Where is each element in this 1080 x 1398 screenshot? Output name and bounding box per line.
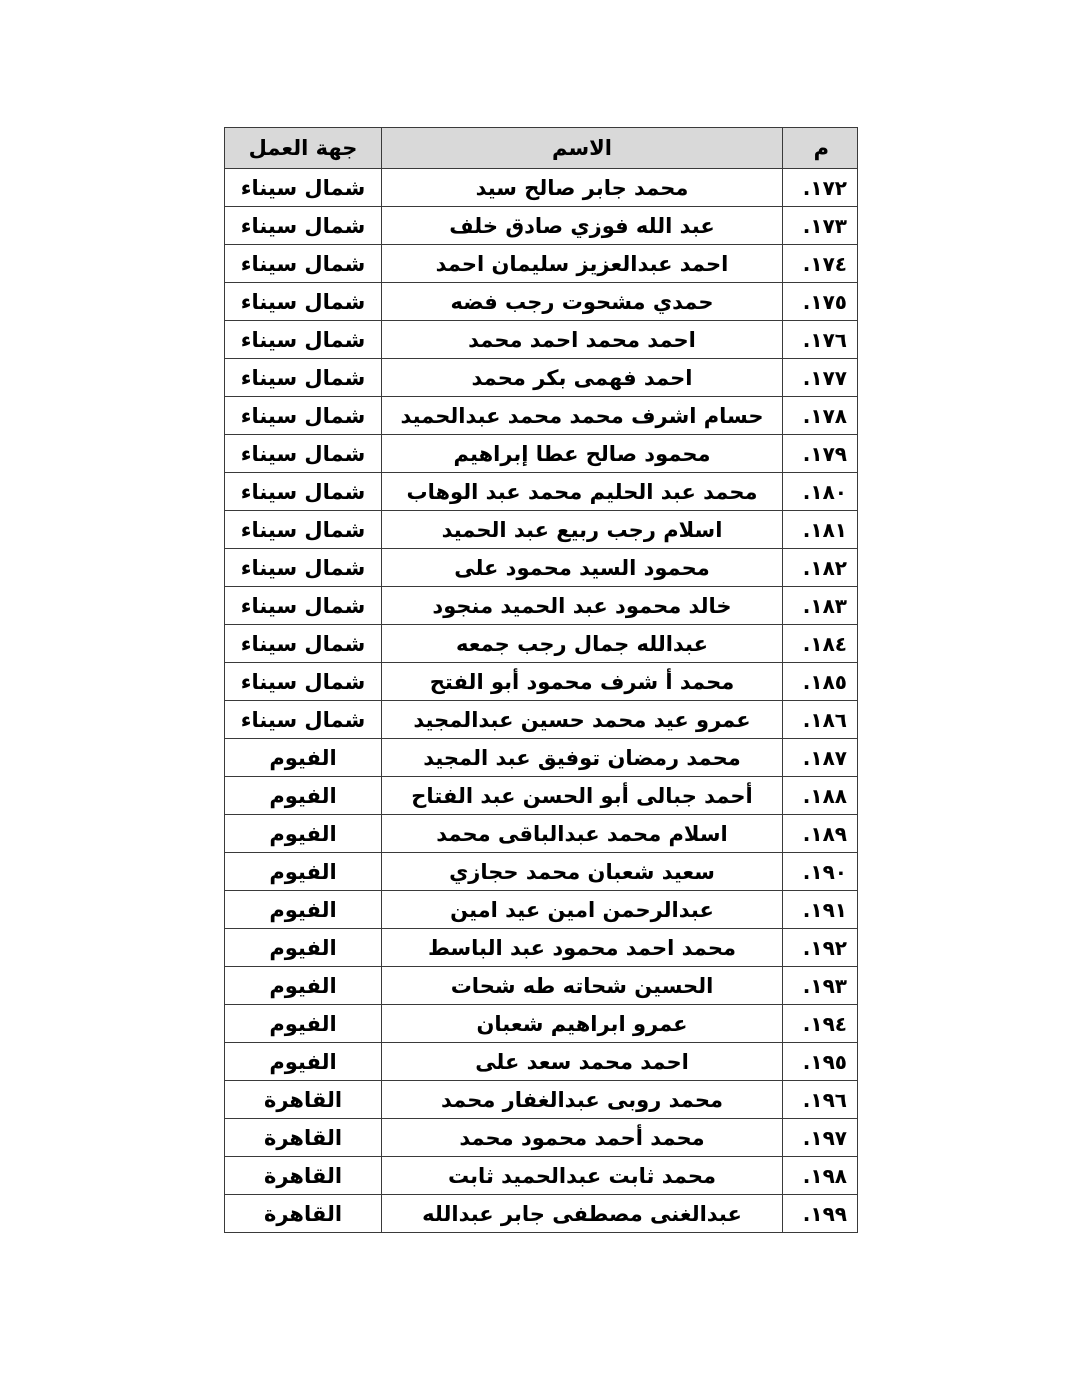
table-row <box>225 891 858 929</box>
row-number-cell: ١٩٤. <box>783 1005 858 1043</box>
row-name-cell: محمود السيد محمود على <box>382 549 783 587</box>
row-name-cell: أحمد جبالى أبو الحسن عبد الفتاح <box>382 777 783 815</box>
row-name-cell: احمد فهمى بكر محمد <box>382 359 783 397</box>
table-row <box>225 929 858 967</box>
row-workplace-cell: الفيوم <box>225 1043 382 1081</box>
row-number-cell: ١٧٨. <box>783 397 858 435</box>
header-name: الاسم <box>382 128 783 169</box>
row-number-cell: ١٩٧. <box>783 1119 858 1157</box>
row-number-cell: ١٧٤. <box>783 245 858 283</box>
row-name-cell: عبدالرحمن امين عيد امين <box>382 891 783 929</box>
row-number-cell: ١٨٨. <box>783 777 858 815</box>
row-name-cell: احمد محمد احمد محمد <box>382 321 783 359</box>
header-row <box>225 128 858 169</box>
row-name-cell: عمرو عيد محمد حسين عبدالمجيد <box>382 701 783 739</box>
row-workplace-cell: شمال سيناء <box>225 511 382 549</box>
row-number-cell: ١٩٠. <box>783 853 858 891</box>
row-name-cell: عبدالغنى مصطفى جابر عبدالله <box>382 1195 783 1233</box>
table-row <box>225 549 858 587</box>
table-row <box>225 701 858 739</box>
row-name-cell: محمد عبد الحليم محمد عبد الوهاب <box>382 473 783 511</box>
row-workplace-cell: شمال سيناء <box>225 435 382 473</box>
row-number-cell: ١٨٦. <box>783 701 858 739</box>
row-workplace-cell: الفيوم <box>225 777 382 815</box>
row-number-cell: ١٩٥. <box>783 1043 858 1081</box>
header-workplace: جهة العمل <box>225 128 382 169</box>
row-workplace-cell: شمال سيناء <box>225 587 382 625</box>
row-number-cell: ١٨٤. <box>783 625 858 663</box>
row-name-cell: سعيد شعبان محمد حجازي <box>382 853 783 891</box>
table-row <box>225 169 858 207</box>
row-name-cell: خالد محمود عبد الحميد منجود <box>382 587 783 625</box>
table-row <box>225 739 858 777</box>
row-number-cell: ١٨٣. <box>783 587 858 625</box>
table-row <box>225 1005 858 1043</box>
row-number-cell: ١٩٣. <box>783 967 858 1005</box>
row-number-cell: ١٩١. <box>783 891 858 929</box>
table-row <box>225 435 858 473</box>
row-number-cell: ١٨١. <box>783 511 858 549</box>
row-workplace-cell: شمال سيناء <box>225 359 382 397</box>
row-number-cell: ١٨٧. <box>783 739 858 777</box>
row-name-cell: حمدي مشحوت رجب فضه <box>382 283 783 321</box>
table-row <box>225 1195 858 1233</box>
row-number-cell: ١٨٩. <box>783 815 858 853</box>
row-workplace-cell: الفيوم <box>225 853 382 891</box>
row-name-cell: عبد الله فوزي صادق خلف <box>382 207 783 245</box>
row-name-cell: محمد رمضان توفيق عبد المجيد <box>382 739 783 777</box>
table-row <box>225 625 858 663</box>
table-row <box>225 245 858 283</box>
row-workplace-cell: شمال سيناء <box>225 549 382 587</box>
row-workplace-cell: شمال سيناء <box>225 283 382 321</box>
table-row <box>225 473 858 511</box>
row-number-cell: ١٨٢. <box>783 549 858 587</box>
row-workplace-cell: الفيوم <box>225 891 382 929</box>
row-workplace-cell: القاهرة <box>225 1119 382 1157</box>
table-row <box>225 1081 858 1119</box>
row-workplace-cell: شمال سيناء <box>225 701 382 739</box>
table-row <box>225 511 858 549</box>
table-row <box>225 397 858 435</box>
table-row <box>225 777 858 815</box>
roster-table <box>224 127 858 1233</box>
row-number-cell: ١٧٢. <box>783 169 858 207</box>
row-number-cell: ١٨٠. <box>783 473 858 511</box>
row-workplace-cell: شمال سيناء <box>225 625 382 663</box>
table-header <box>225 128 858 169</box>
row-workplace-cell: الفيوم <box>225 929 382 967</box>
row-name-cell: محمد روبى عبدالغفار محمد <box>382 1081 783 1119</box>
row-workplace-cell: شمال سيناء <box>225 663 382 701</box>
row-workplace-cell: شمال سيناء <box>225 169 382 207</box>
row-workplace-cell: شمال سيناء <box>225 473 382 511</box>
row-name-cell: الحسين شحاته طه شحات <box>382 967 783 1005</box>
row-name-cell: محمد ثابت عبدالحميد ثابت <box>382 1157 783 1195</box>
row-name-cell: محمد جابر صالح سيد <box>382 169 783 207</box>
table-row <box>225 321 858 359</box>
table-body <box>225 169 858 1233</box>
table-row <box>225 207 858 245</box>
table-row <box>225 359 858 397</box>
row-number-cell: ١٧٩. <box>783 435 858 473</box>
row-number-cell: ١٩٢. <box>783 929 858 967</box>
row-workplace-cell: الفيوم <box>225 967 382 1005</box>
row-name-cell: حسام اشرف محمد محمد عبدالحميد <box>382 397 783 435</box>
row-workplace-cell: الفيوم <box>225 815 382 853</box>
row-workplace-cell: شمال سيناء <box>225 245 382 283</box>
row-workplace-cell: شمال سيناء <box>225 207 382 245</box>
row-number-cell: ١٨٥. <box>783 663 858 701</box>
table-row <box>225 1119 858 1157</box>
row-workplace-cell: شمال سيناء <box>225 397 382 435</box>
table-row <box>225 587 858 625</box>
row-name-cell: محمد احمد محمود عبد الباسط <box>382 929 783 967</box>
row-number-cell: ١٩٨. <box>783 1157 858 1195</box>
row-workplace-cell: شمال سيناء <box>225 321 382 359</box>
table-row <box>225 853 858 891</box>
row-number-cell: ١٧٧. <box>783 359 858 397</box>
row-name-cell: اسلام محمد عبدالباقى محمد <box>382 815 783 853</box>
row-name-cell: عمرو ابراهيم شعبان <box>382 1005 783 1043</box>
table-row <box>225 967 858 1005</box>
table-row <box>225 1043 858 1081</box>
row-name-cell: احمد محمد سعد على <box>382 1043 783 1081</box>
row-name-cell: عبدالله جمال رجب جمعه <box>382 625 783 663</box>
row-number-cell: ١٧٦. <box>783 321 858 359</box>
row-number-cell: ١٩٩. <box>783 1195 858 1233</box>
table-row <box>225 815 858 853</box>
row-name-cell: محمد أحمد محمود محمد <box>382 1119 783 1157</box>
table-row <box>225 1157 858 1195</box>
row-workplace-cell: الفيوم <box>225 739 382 777</box>
row-number-cell: ١٧٥. <box>783 283 858 321</box>
row-number-cell: ١٩٦. <box>783 1081 858 1119</box>
row-workplace-cell: القاهرة <box>225 1081 382 1119</box>
row-name-cell: محمد أ شرف محمود أبو الفتح <box>382 663 783 701</box>
row-name-cell: محمود صالح عطا إبراهيم <box>382 435 783 473</box>
table-row <box>225 283 858 321</box>
row-workplace-cell: القاهرة <box>225 1195 382 1233</box>
row-number-cell: ١٧٣. <box>783 207 858 245</box>
row-name-cell: احمد عبدالعزيز سليمان احمد <box>382 245 783 283</box>
row-workplace-cell: القاهرة <box>225 1157 382 1195</box>
row-name-cell: اسلام رجب ربيع عبد الحميد <box>382 511 783 549</box>
table-row <box>225 663 858 701</box>
header-number: م <box>783 128 858 169</box>
row-workplace-cell: الفيوم <box>225 1005 382 1043</box>
